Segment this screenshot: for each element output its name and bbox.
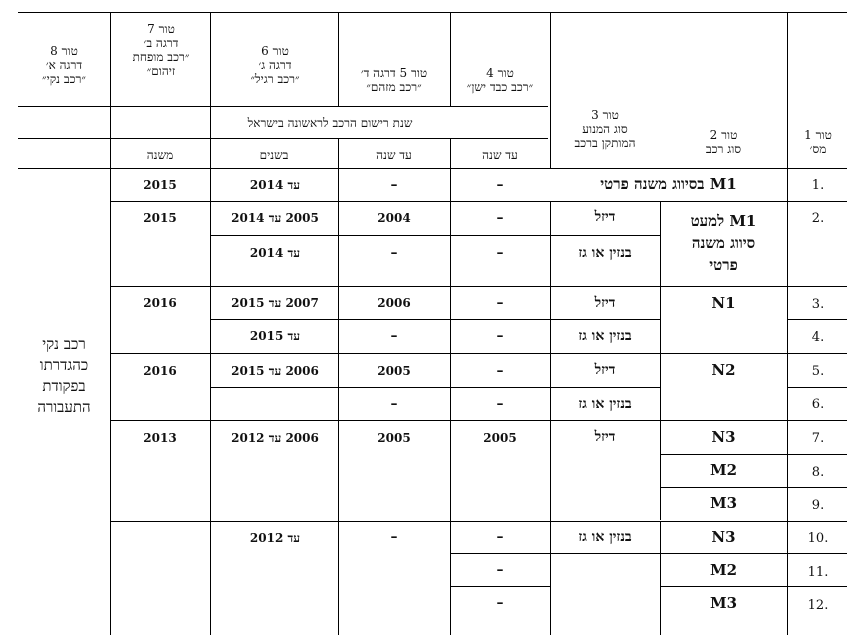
rule-row11b [660,586,847,587]
rule-col7-right [210,12,211,635]
cell-col5: – [390,177,398,193]
header-registration-span: שנת רישום הרכב לראשונה בישראל [247,116,413,130]
rule-col3-right-b [660,521,661,635]
rule-row11 [450,586,550,587]
cell-col4: – [496,396,504,412]
cell-col4: – [496,210,504,226]
engine-type: בנזין או גז [578,245,632,261]
rule-row3 [210,319,660,320]
vehicle-type-merged: M1 בסיווג משנה פרטי [600,175,737,193]
header-col5: טור 5 דרגה ד׳ ״רכב מזהם״ [360,66,428,94]
vehicle-type: M2 [709,461,738,479]
cell-col6: 2007 עד 2015 [231,296,319,310]
row-index: .3 [811,297,825,312]
engine-type: דיזל [594,362,616,378]
rule-row5-idx [787,387,847,388]
header-col1: טור 1 מס׳ [804,128,832,156]
cell-col6: עד 2014 [249,178,301,192]
rule-col5-right-b [450,138,451,635]
header-col7: טור 7 דרגה ב׳ ״רכב מופחת זיהום״ [132,22,190,78]
cell-col7: 2016 [143,364,177,378]
header-col2: טור 2 סוג רכב [705,128,742,156]
row-index: .5 [811,364,825,379]
row-index: .7 [811,431,825,446]
row-index: .9 [811,498,825,513]
subheader-mishne: משנה [146,148,174,162]
cell-col6: עד 2015 [249,329,301,343]
rule-col8-right [110,12,111,635]
row-index: .6 [811,397,825,412]
cell-col5: – [390,245,398,261]
cell-col4: – [496,295,504,311]
cell-col5: 2005 [377,364,411,378]
cell-col6: עד 2012 [249,531,301,545]
cell-col5: – [390,328,398,344]
cell-col4: – [496,328,504,344]
rule-col3-right [660,201,661,520]
vehicle-type: M3 [709,494,738,512]
rule-col4-right-b [550,201,551,635]
row-index: .10 [807,531,829,546]
cell-col5: 2006 [377,296,411,310]
cell-col4: – [496,529,504,545]
vehicle-type: N1 [711,294,736,312]
clean-vehicle-note: רכב נקי כהגדרתו בפקודת התעבורה [37,335,91,416]
cell-col5: 2004 [377,211,411,225]
vehicle-type: N2 [711,361,736,379]
rule-row7 [660,454,847,455]
row-index: .2 [811,211,825,226]
header-col3: טור 3 סוג המנוע המותקן ברכב [574,108,636,150]
vehicle-type: N3 [711,428,736,446]
rule-header-sub [18,138,548,139]
rule-row5 [210,387,660,388]
rule-row4 [110,353,847,354]
header-col8: טור 8 דרגה א׳ ״רכב נקי״ [42,44,86,86]
engine-type: דיזל [594,209,616,225]
engine-type: דיזל [594,429,616,445]
subheader-beshanim: בשנים [259,148,289,162]
vehicle-type: N3 [711,528,736,546]
engine-type: בנזין או גז [578,396,632,412]
header-col6: טור 6 דרגה ג׳ ״רכב רגיל״ [250,44,300,86]
cell-col4: – [496,177,504,193]
rule-col6-right-b [338,138,339,635]
cell-col7: 2015 [143,178,177,192]
engine-type: דיזל [594,295,616,311]
rule-row2 [110,286,847,287]
header-col4: טור 4 ״רכב כבד ישן״ [466,66,534,94]
rule-row2a [210,235,660,236]
row-index: .11 [807,565,829,580]
row-index: .8 [811,465,825,480]
cell-col4: – [496,595,504,611]
cell-col4: – [496,562,504,578]
cell-col4: – [496,245,504,261]
cell-col4: – [496,363,504,379]
cell-col6: 2006 עד 2015 [231,364,319,378]
cell-col7: 2015 [143,211,177,225]
row-index: .1 [811,178,825,193]
rule-row9 [110,521,847,522]
row-index: .12 [807,598,829,613]
rule-header-bottom [18,168,847,169]
vehicle-type: M1 למעט סיווג משנה פרטי [690,212,757,274]
cell-col7: 2016 [143,296,177,310]
rule-row3-idx [787,319,847,320]
rule-col5-right [450,12,451,106]
rule-col2-right [787,12,788,635]
rule-col6-right [338,12,339,106]
cell-col5: 2005 [377,431,411,445]
cell-col5: – [390,396,398,412]
rule-col4-right [550,12,551,169]
subheader-ad-shana-col4: עד שנה [482,148,518,162]
subheader-ad-shana-col5: עד שנה [376,148,412,162]
cell-col4: 2005 [483,431,517,445]
rule-header-mid [18,106,548,107]
cell-col6: עד 2014 [249,246,301,260]
rule-row1 [110,201,847,202]
cell-col6: 2005 עד 2014 [231,211,319,225]
cell-col6: 2006 עד 2012 [231,431,319,445]
cell-col7: 2013 [143,431,177,445]
rule-row6 [110,420,847,421]
vehicle-type: M3 [709,594,738,612]
row-index: .4 [811,330,825,345]
engine-type: בנזין או גז [578,328,632,344]
rule-top [18,12,847,13]
vehicle-type: M2 [709,561,738,579]
rule-row8 [660,487,847,488]
engine-type: בנזין או גז [578,529,632,545]
cell-col5: – [390,529,398,545]
